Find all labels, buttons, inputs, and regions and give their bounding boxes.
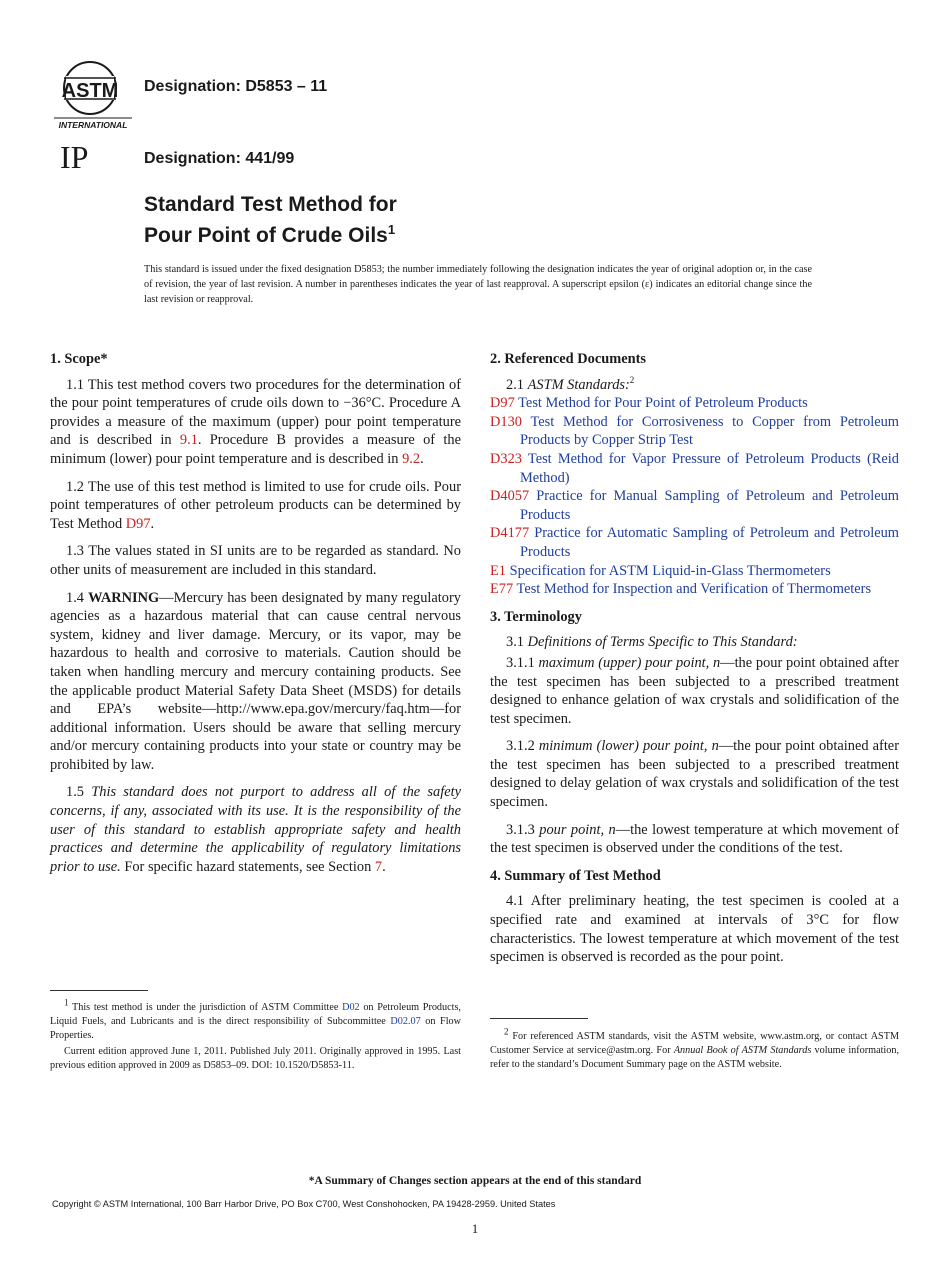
ip-logo: [58, 138, 102, 174]
page-number: 1: [471, 1221, 479, 1236]
ref-item[interactable]: D323 Test Method for Vapor Pressure of Petroleum Products (Reid Method): [490, 450, 899, 486]
ip-designation: Designation: 441/99: [144, 150, 295, 167]
link-section-9-2[interactable]: 9.2: [402, 450, 421, 467]
ref-item[interactable]: D4057 Practice for Manual Sampling of Petroleum and Petroleum Products: [490, 488, 899, 523]
astm-international-logo: [52, 58, 134, 132]
footnote-rule-left: [50, 990, 148, 991]
logo-wordmark: ASTM: [61, 80, 119, 102]
para-3-1: 3.1 Definitions of Terms Specific to This Standard:: [506, 634, 798, 651]
para-1-5: 1.5 This standard does not purport to address all of the safety concerns, if any, associated with its use. It is the responsibility of the user of this standard to establish appropriate safety and health practices and determine the applicability of regulatory limitations prior to use. For specific hazard statements, see Section 7.: [50, 784, 461, 875]
link-section-9-1[interactable]: 9.1: [179, 432, 198, 449]
warning-label: WARNING: [88, 589, 160, 606]
link-d02-07[interactable]: D02.07: [390, 1016, 421, 1027]
para-3-1-3: 3.1.3 pour point, n—the lowest temperature at which movement of the test specimen is observed under the conditions of the test.: [490, 821, 899, 857]
title-line-1: Standard Test Method for: [144, 193, 397, 216]
right-column: [490, 350, 899, 976]
astm-designation: Designation: D5853 – 11: [144, 78, 328, 95]
referenced-documents-list: [490, 394, 899, 599]
section-4-heading: 4. Summary of Test Method: [490, 867, 661, 884]
link-section-7[interactable]: 7: [374, 858, 383, 875]
para-4-1: 4.1 After preliminary heating, the test specimen is cooled at a specified rate and examined at intervals of 3°C for flow characteristics. The lowest temperature at which movement of the test specimen is observed is recorded as the pour point.: [490, 893, 899, 966]
section-3-heading: 3. Terminology: [490, 608, 582, 625]
para-2-1: 2.1 ASTM Standards:$^2$: [506, 374, 635, 393]
para-1-4: 1.4 WARNING—Mercury has been designated by many regulatory agencies as a hazardous material that can cause central nervous system, kidney and liver damage. Mercury, or its vapor, may be hazardous to health and corrosive to materials. Caution should be taken when handling mercury and mercury containing products. See the applicable product Material Safety Data Sheet (MSDS) for details and EPA’s website—http://www.epa.gov/mercury/faq.htm—for additional information. Users should be aware that selling mercury and/or mercury containing products into your state or country may be prohibited by law.: [50, 589, 461, 773]
footnote-1: 1 This test method is under the jurisdiction of ASTM Committee D02 on Petroleum Products, Liquid Fuels, and Lubricants and is the direct responsibility of Subcommittee D02.07 on Flow Properties. Current edition approved June 1, 2011. Published July 2011. Originally approved in 1995. Last previous edition approved in 2009 as D5853–09. DOI: 10.1520/D5853-11.: [50, 997, 461, 1071]
footnote-rule-right: [490, 1018, 588, 1019]
ref-item[interactable]: D97 Test Method for Pour Point of Petroleum Products: [490, 395, 808, 412]
document-title: [144, 192, 397, 248]
logo-subtitle: INTERNATIONAL: [58, 120, 128, 130]
section-1-heading: 1. Scope*: [50, 351, 108, 367]
ref-item[interactable]: D130 Test Method for Corrosiveness to Copper from Petroleum Products by Copper Strip Test: [490, 413, 899, 449]
footnote-2-marker: 2: [629, 374, 635, 385]
title-footnote-marker: 1: [387, 222, 396, 237]
ref-item[interactable]: E1 Specification for ASTM Liquid-in-Glass Thermometers: [490, 562, 831, 579]
summary-of-changes-note: *A Summary of Changes section appears at the end of this standard: [308, 1175, 642, 1187]
section-2-heading: 2. Referenced Documents: [490, 351, 646, 367]
title-line-2: Pour Point of Crude Oils: [144, 224, 388, 247]
para-1-3: 1.3 The values stated in SI units are to be regarded as standard. No other units of measurement are included in this standard.: [50, 543, 461, 578]
issuance-notice: This standard is issued under the fixed designation D5853; the number immediately following the designation indicates the year of original adoption or, in the case of revision, the year of last revision. A number in parentheses indicates the year of last reapproval. A superscript epsilon (ε) indicates an editorial change since the last revision or reapproval.: [144, 264, 812, 305]
para-1-1: 1.1 This test method covers two procedures for the determination of the pour point temperatures of crude oils down to −36°C. Procedure A provides a measure of the maximum (upper) pour point temperature and is described in 9.1. Procedure B provides a measure of the minimum (lower) pour point temperature and is described in 9.2.: [50, 376, 461, 467]
para-1-2: 1.2 The use of this test method is limited to use for crude oils. Pour point temperatures of other petroleum products can be determined by Test Method D97.: [50, 478, 461, 532]
footnote-2: 2 For referenced ASTM standards, visit the ASTM website, www.astm.org, or contact ASTM Customer Service at service@astm.org. For Annual Book of ASTM Standards volume information, refer to the standard’s Document Summary page on the ASTM website.: [490, 1026, 900, 1070]
ref-item[interactable]: E77 Test Method for Inspection and Verification of Thermometers: [490, 581, 872, 598]
ip-logo-text: IP: [60, 139, 89, 174]
copyright-line: Copyright © ASTM International, 100 Barr Harbor Drive, PO Box C700, West Conshohocken, PA 19428-2959. United States: [52, 1199, 556, 1209]
link-d02[interactable]: D02: [342, 1002, 360, 1013]
link-d97[interactable]: D97: [125, 515, 151, 532]
left-column: [50, 350, 461, 885]
para-3-1-2: 3.1.2 minimum (lower) pour point, n—the pour point obtained after the test specimen has been subjected to a prescribed treatment designed to delay gelation of wax crystals and solidification of the test specimen.: [490, 738, 899, 811]
ref-item[interactable]: D4177 Practice for Automatic Sampling of Petroleum and Petroleum Products: [490, 525, 899, 560]
para-3-1-1: 3.1.1 maximum (upper) pour point, n—the pour point obtained after the test specimen has been subjected to a prescribed treatment designed to enhance gelation of wax crystals and solidification of the test specimen.: [490, 654, 899, 727]
